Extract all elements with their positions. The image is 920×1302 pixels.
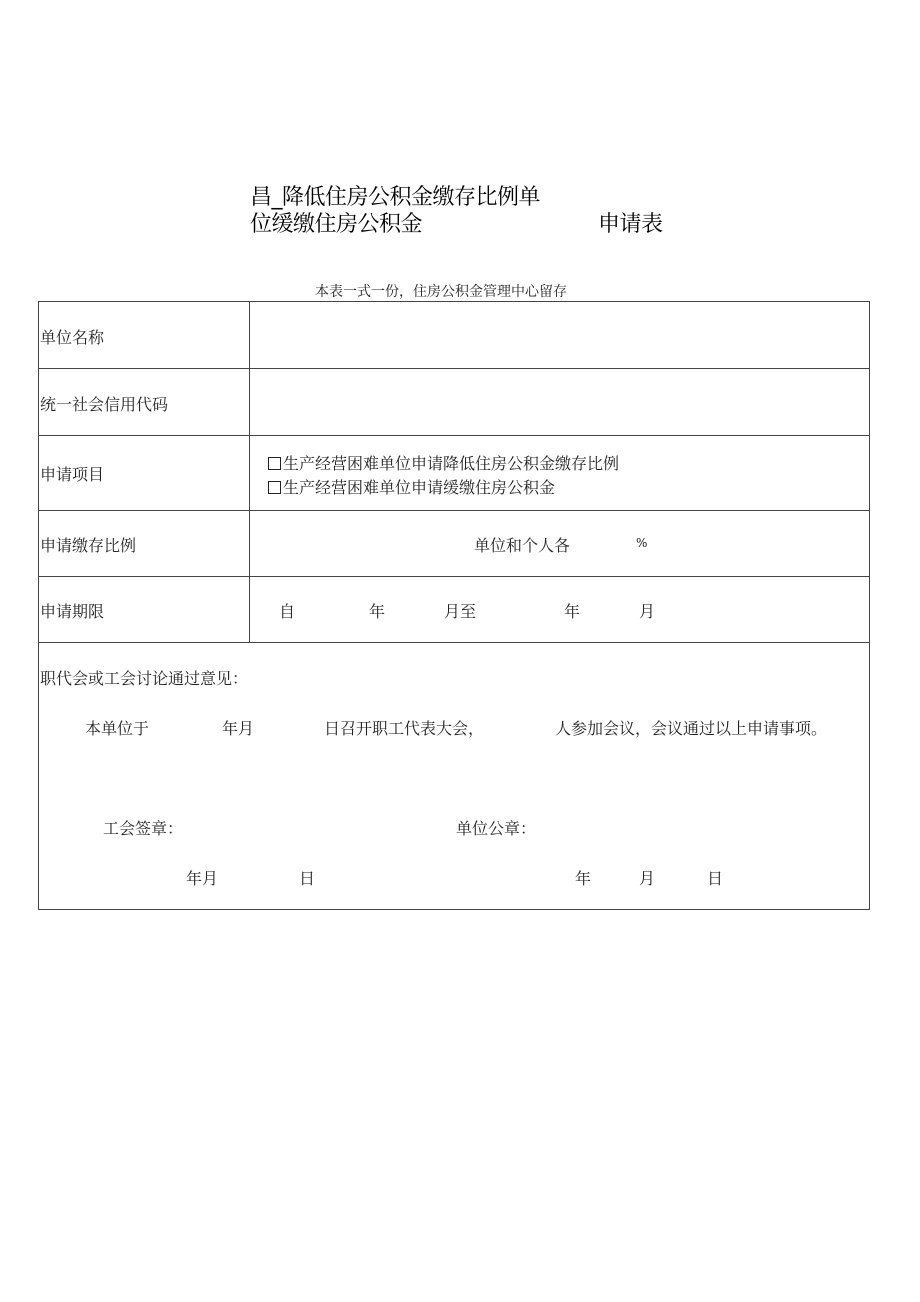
opinion-statement-people: 人参加会议，会议通过以上申请事项。 xyxy=(555,719,828,738)
apply-item-label: 申请项目 xyxy=(40,465,105,484)
period-month-end: 月 xyxy=(639,602,656,621)
table-divider xyxy=(38,435,870,436)
document-title-suffix: 申请表 xyxy=(598,212,663,237)
unit-seal-label: 单位公章： xyxy=(456,819,537,838)
union-date-day: 日 xyxy=(299,869,316,888)
opinion-statement-year-month: 年月 xyxy=(222,719,255,738)
table-column-divider xyxy=(249,301,250,642)
percent-unit: % xyxy=(636,536,648,550)
opinion-statement-day: 日召开职工代表大会， xyxy=(324,719,485,738)
table-border-right xyxy=(869,301,870,909)
unit-name-field[interactable] xyxy=(262,325,857,347)
ratio-label: 申请缴存比例 xyxy=(40,536,137,555)
table-divider xyxy=(38,642,870,643)
document-title-line1: 昌_降低住房公积金缴存比例单 xyxy=(250,185,541,210)
opinion-statement-prefix: 本单位于 xyxy=(85,719,150,738)
unit-date-day: 日 xyxy=(707,869,724,888)
apply-item-option[interactable] xyxy=(268,451,619,474)
apply-item-option[interactable] xyxy=(268,475,555,498)
period-year-end: 年 xyxy=(564,602,581,621)
ratio-value-field[interactable] xyxy=(590,533,630,555)
period-label: 申请期限 xyxy=(40,602,105,621)
table-divider xyxy=(38,510,870,511)
table-border-bottom xyxy=(38,909,870,910)
checkbox-icon[interactable] xyxy=(268,457,281,470)
union-date-year-month: 年月 xyxy=(186,869,219,888)
unit-date-month: 月 xyxy=(639,869,656,888)
table-divider xyxy=(38,368,870,369)
period-month-to: 月至 xyxy=(444,602,477,621)
table-divider xyxy=(38,576,870,577)
ratio-prefix: 单位和个人各 xyxy=(474,536,571,555)
credit-code-label: 统一社会信用代码 xyxy=(40,395,169,414)
table-border-top xyxy=(38,301,870,302)
form-note: 本表一式一份，住房公积金管理中心留存 xyxy=(315,284,567,300)
union-seal-label: 工会签章： xyxy=(103,819,184,838)
table-border-left xyxy=(38,301,39,909)
period-year-start: 年 xyxy=(369,602,386,621)
period-from: 自 xyxy=(279,602,296,621)
document-title-line2: 位缓缴住房公积金 xyxy=(250,212,423,237)
apply-item-option-text: 生产经营困难单位申请降低住房公积金缴存比例 xyxy=(283,454,620,473)
credit-code-field[interactable] xyxy=(262,392,857,414)
unit-date-year: 年 xyxy=(575,869,592,888)
checkbox-icon[interactable] xyxy=(268,481,281,494)
opinion-heading: 职代会或工会讨论通过意见： xyxy=(40,669,249,688)
apply-item-option-text: 生产经营困难单位申请缓缴住房公积金 xyxy=(283,478,556,497)
unit-name-label: 单位名称 xyxy=(40,328,105,347)
